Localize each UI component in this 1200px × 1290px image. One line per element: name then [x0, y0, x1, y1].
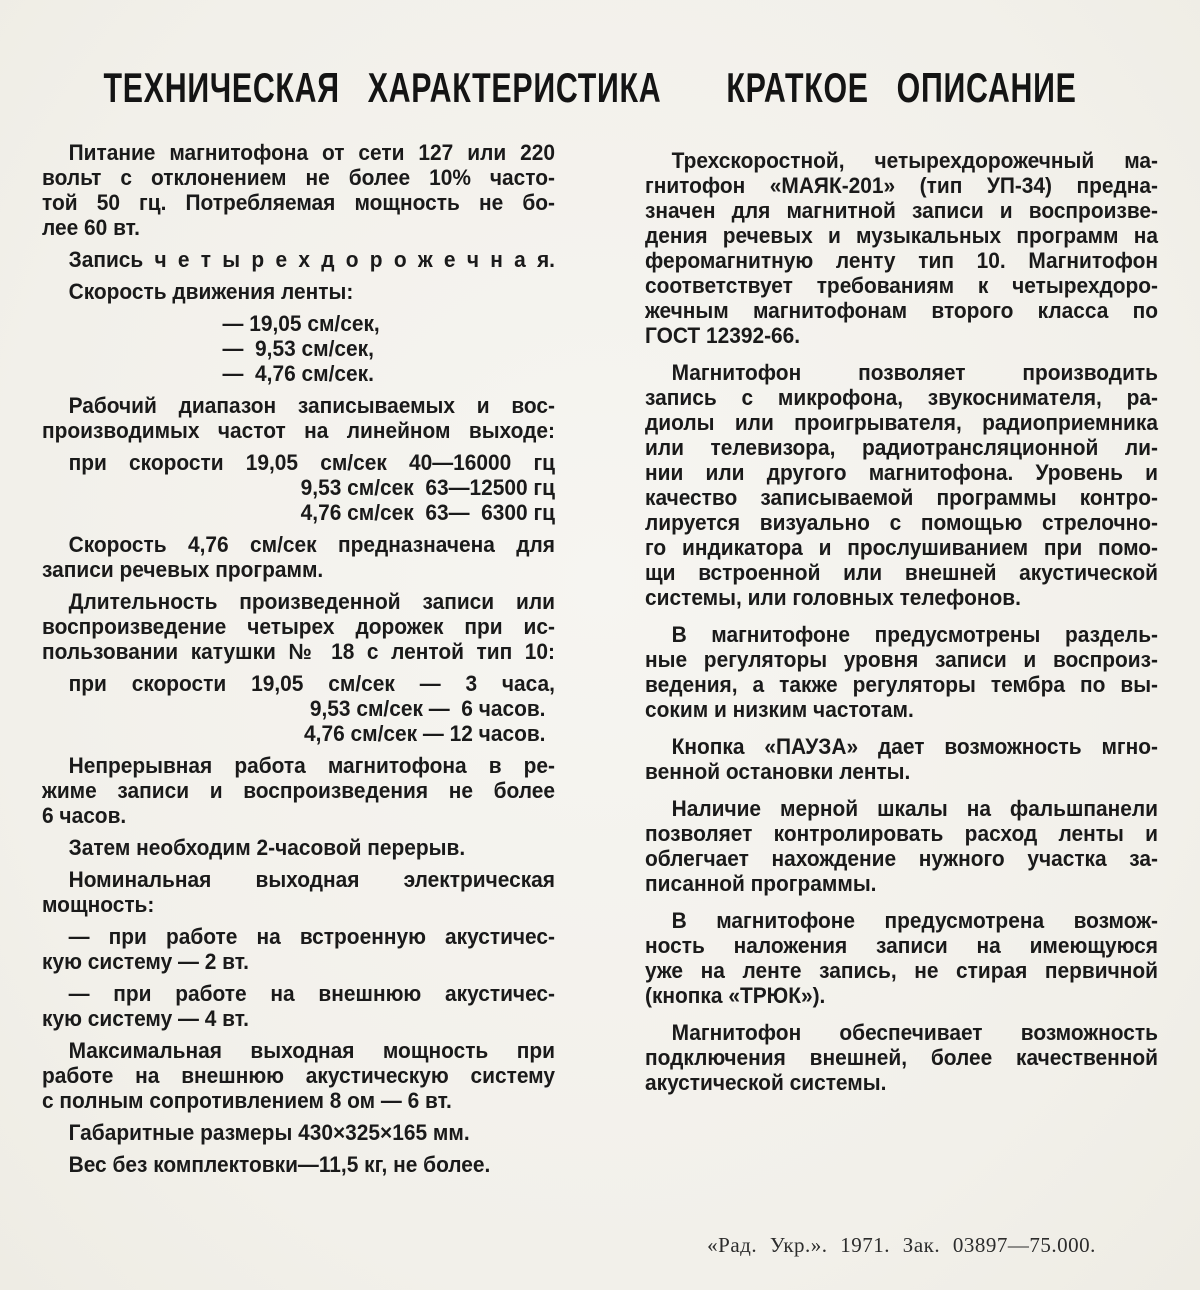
- text-line: жечным магнитофонам второго класса по: [645, 298, 1158, 323]
- paragraph: [42, 924, 555, 974]
- paragraph: [42, 450, 555, 475]
- text-line: той 50 гц. Потребляемая мощность не бо-: [42, 190, 555, 215]
- text-line: системы, или головных телефонов.: [645, 585, 1021, 610]
- paragraph: [42, 753, 555, 828]
- text-line: пользовании катушки № 18 с лентой тип 10:: [42, 639, 555, 664]
- paragraph: [645, 148, 1158, 348]
- paragraph: [645, 1020, 1158, 1095]
- text-line: производимых частот на линейном выходе:: [42, 418, 555, 443]
- text-line: В магнитофоне предусмотрены раздель-: [671, 622, 1158, 647]
- text-line: (кнопка «ТРЮК»).: [645, 983, 826, 1008]
- text-line: Трехскоростной, четырехдорожечный ма-: [671, 148, 1158, 173]
- text-line: жиме записи и воспроизведения не более: [42, 778, 555, 803]
- text-line: Магнитофон позволяет производить: [671, 360, 1158, 385]
- paragraph: [42, 1152, 555, 1177]
- text-line: Максимальная выходная мощность при: [68, 1038, 555, 1063]
- text-line: значен для магнитной записи и воспроизве-: [645, 198, 1158, 223]
- right-column-body: [645, 148, 1158, 1095]
- imprint-line: «Рад. Укр.». 1971. Зак. 03897—75.000.: [707, 1233, 1096, 1257]
- text-line: Длительность произведенной записи или: [68, 589, 555, 614]
- paragraph: [42, 867, 555, 917]
- paragraph: [42, 696, 555, 746]
- text-line: гнитофон «МАЯК-201» (тип УП-34) предна-: [645, 173, 1158, 198]
- text-line: запись с микрофона, звукоснимателя, ра-: [645, 385, 1158, 410]
- left-column-body: [42, 140, 555, 1177]
- text-line: Скорость 4,76 см/сек предназначена для: [68, 532, 555, 557]
- text-line: ные регуляторы уровня записи и воспроиз-: [645, 647, 1158, 672]
- paragraph: [42, 671, 555, 696]
- paragraph: [645, 360, 1158, 610]
- paragraph: [645, 622, 1158, 722]
- paragraph: [645, 734, 1158, 784]
- text-line: 4,76 см/сек 63— 6300 гц: [300, 500, 555, 525]
- paragraph: [42, 981, 555, 1031]
- text-line: — при работе на встроенную акустичес-: [68, 924, 555, 949]
- text-line: Магнитофон обеспечивает возможность: [671, 1020, 1158, 1045]
- text-line: кую систему — 4 вт.: [42, 1006, 249, 1031]
- text-line: воспроизведение четырех дорожек при ис-: [42, 614, 555, 639]
- text-line: Вес без комплектовки—11,5 кг, не более.: [68, 1152, 491, 1177]
- text-line: лее 60 вт.: [42, 215, 140, 240]
- text-line: Запись ч е т ы р е х д о р о ж е ч н а я.: [68, 247, 555, 272]
- paragraph: [42, 393, 555, 443]
- paragraph: [42, 1038, 555, 1113]
- text-line: дения речевых и музыкальных программ на: [645, 223, 1158, 248]
- text-line: 9,53 см/сек 63—12500 гц: [300, 475, 555, 500]
- text-line: подключения внешней, более качественной: [645, 1045, 1158, 1070]
- text-line: Рабочий диапазон записываемых и вос-: [68, 393, 555, 418]
- text-line: мощность:: [42, 892, 155, 917]
- text-line: при скорости 19,05 см/сек 40—16000 гц: [68, 450, 555, 475]
- paragraph: [42, 1120, 555, 1145]
- text-line: позволяет контролировать расход ленты и: [645, 821, 1158, 846]
- text-line: ведения, а также регуляторы тембра по вы-: [645, 672, 1158, 697]
- text-line: го индикатора и прослушиванием при помо-: [645, 535, 1158, 560]
- text-line: соответствует требованиям к четырехдоро-: [645, 273, 1158, 298]
- text-line: акустической системы.: [645, 1070, 887, 1095]
- text-line: феромагнитную ленту тип 10. Магнитофон: [645, 248, 1158, 273]
- paragraph: [42, 475, 555, 525]
- right-column: [645, 66, 1158, 1095]
- text-line: кую систему — 2 вт.: [42, 949, 249, 974]
- text-line: — при работе на внешнюю акустичес-: [68, 981, 555, 1006]
- text-line: 4,76 см/сек — 12 часов.: [304, 721, 546, 746]
- right-column-title: КРАТКОЕ ОПИСАНИЕ: [726, 64, 1077, 111]
- text-line: писанной программы.: [645, 871, 877, 896]
- paragraph: [42, 532, 555, 582]
- paragraph: [645, 908, 1158, 1008]
- left-column-title: ТЕХНИЧЕСКАЯ ХАРАКТЕРИСТИКА: [103, 64, 662, 111]
- left-column: [42, 64, 662, 1177]
- text-line: при скорости 19,05 см/сек — 3 часа,: [68, 671, 555, 696]
- text-line: диолы или проигрывателя, радиоприемника: [645, 410, 1158, 435]
- text-line: В магнитофоне предусмотрена возмож-: [671, 908, 1158, 933]
- paragraph: [42, 311, 555, 386]
- text-line: ГОСТ 12392-66.: [645, 323, 801, 348]
- text-line: лируется визуально с помощью стрелочно-: [645, 510, 1158, 535]
- paragraph: [645, 796, 1158, 896]
- text-line: — 19,05 см/сек,: [222, 311, 380, 336]
- paragraph: [42, 835, 555, 860]
- text-line: работе на внешнюю акустическую систему: [42, 1063, 555, 1088]
- text-line: 6 часов.: [42, 803, 127, 828]
- text-line: — 9,53 см/сек,: [222, 336, 374, 361]
- text-line: венной остановки ленты.: [645, 759, 911, 784]
- text-line: Питание магнитофона от сети 127 или 220: [68, 140, 555, 165]
- text-line: записи речевых программ.: [42, 557, 324, 582]
- text-line: щи встроенной или внешней акустической: [645, 560, 1158, 585]
- text-line: облегчает нахождение нужного участка за-: [645, 846, 1158, 871]
- paragraph: [42, 247, 555, 272]
- text-line: Номинальная выходная электрическая: [68, 867, 555, 892]
- text-line: с полным сопротивлением 8 ом — 6 вт.: [42, 1088, 452, 1113]
- text-line: нии или другого магнитофона. Уровень и: [645, 460, 1158, 485]
- text-line: Затем необходим 2-часовой перерыв.: [68, 835, 466, 860]
- text-line: — 4,76 см/сек.: [222, 361, 374, 386]
- text-line: Габаритные размеры 430×325×165 мм.: [68, 1120, 470, 1145]
- text-line: ность наложения записи на имеющуюся: [645, 933, 1158, 958]
- text-line: Скорость движения ленты:: [68, 279, 354, 304]
- paragraph: [42, 279, 555, 304]
- text-line: соким и низким частотам.: [645, 697, 914, 722]
- text-line: Непрерывная работа магнитофона в ре-: [68, 753, 555, 778]
- text-line: или телевизора, радиотрансляционной ли-: [645, 435, 1158, 460]
- text-line: качество записываемой программы контро-: [645, 485, 1158, 510]
- paragraph: [42, 140, 555, 240]
- text-line: Кнопка «ПАУЗА» дает возможность мгно-: [671, 734, 1158, 759]
- paragraph: [42, 589, 555, 664]
- text-line: вольт с отклонением не более 10% часто-: [42, 165, 555, 190]
- text-line: Наличие мерной шкалы на фальшпанели: [671, 796, 1158, 821]
- text-line: уже на ленте запись, не стирая первичной: [645, 958, 1158, 983]
- text-line: 9,53 см/сек — 6 часов.: [309, 696, 546, 721]
